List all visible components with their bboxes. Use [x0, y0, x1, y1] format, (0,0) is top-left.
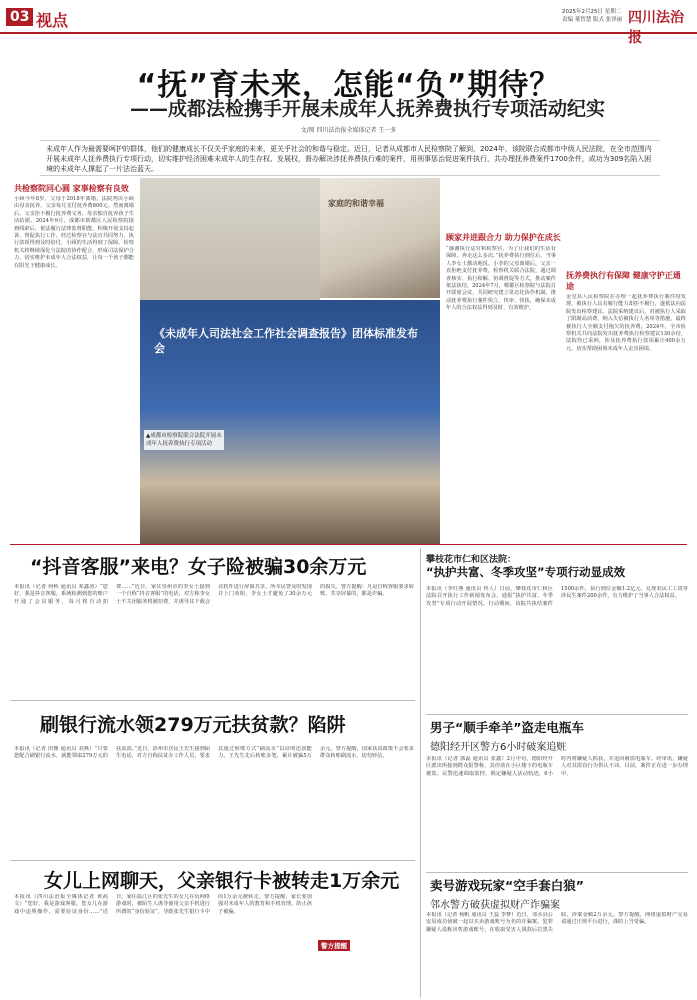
story4-text: 本报讯（四川法治报全媒体记者 黄茜文）“您好，我是游戏客服，您女儿在游戏中违规操作，需要验证身份……”近日，家住温江区的张先生的女儿在玩网络游戏时，被陌生人诱导使用父亲手机进行所谓的“身份验证”，导致张先生银行卡中的1万余元被转走。警方提醒，家长要加强对未成年人的教育和手机管理，防止孩子被骗。: [14, 894, 312, 915]
divider-story3: [10, 700, 415, 701]
masthead: [0, 0, 697, 46]
paper-logo: 四川法治报: [628, 10, 684, 46]
divider-story6: [426, 714, 688, 715]
section1-text: 小顾今年8岁，父母于2018年离婚，法院判决小顾由母亲抚养，父亲每月支付抚养费800元。然而离婚后，父亲拒不履行抚养费义务，母亲独自抚养孩子生活拮据。2024年9月，成都市新都区人民检察院接到线索后，依法履行法律监督职能，积极开展支持起诉、督促执行工作。经过检察官与法官共同努力，执行款项得到及时给付，小顾的生活得到了保障。检察机关将继续深化与法院的协作配合，形成司法保护合力，切实维护未成年人合法权益，让每一个孩子都能在阳光下健康成长。: [14, 196, 134, 269]
divider-lead: [10, 544, 687, 545]
story7-text: 本报讯（记者 杨帆 通讯员 王蕊 李梦）近日，邻水县公安局成功侦破一起以买卖游戏账号为名的诈骗案。犯罪嫌疑人谎称出售游戏账号，在收取受害人钱款后拉黑失联，涉案金额2万余元。警方提醒，网络虚拟财产交易请通过正规平台进行，谨防上当受骗。: [426, 912, 688, 933]
story6-subheadline: 德阳经开区警方6小时破案追赃: [430, 742, 567, 753]
story6-text: 本报讯（记者 郭磊 通讯员 张鑫）2月中旬，德阳经开区派出所接到群众报警称，其停放在小区楼下的电瓶车被盗。民警迅速调取监控，锁定嫌疑人活动轨迹，6小时内将嫌疑人抓获，并追回被盗电瓶车。经审讯，嫌疑人对其盗窃行为供认不讳。目前，案件正在进一步办理中。: [426, 756, 688, 777]
section2-text: “感谢执行法官和检察官，为了让我们的生活有保障，奔走这么多次。”抚养费执行到位后，当事人李女士激动地说。小李的父母离婚后，父亲一直拒绝支付抚养费，检察机关联合法院，通过调查核实、执行和解、协调督促等方式，推动案件依法执结。2024年7月，郫都区检察院与法院召开联席会议，共同研究建立常态化协作机制，推动抚养费执行案件快立、快审、快执，确保未成年人的合法权益得到及时、有效维护。: [446, 246, 556, 312]
story3-text: 本报讯（记者 田雅 通讯员 刘燕）“只要您配合刷银行流水，就能领取279万元的扶贫款。”近日，彭州市居民王先生接到陌生电话，对方自称扶贫办工作人员，要求其通过转账方式“刷流水”以证明还款能力。王先生先后转账多笔，累计被骗5万余元。警方提醒，国家扶贫政策不会要求群众转账刷流水，切勿轻信。: [14, 746, 414, 760]
police-tip-tag: 警方提醒: [318, 940, 350, 951]
story3-headline: 刷银行流水领279万元扶贫款？陷阱: [40, 714, 346, 736]
divider-story7: [426, 872, 688, 873]
photo-stage: [320, 178, 440, 298]
page-number: 03: [6, 8, 33, 26]
story4-headline: 女儿上网聊天，父亲银行卡被转走1万余元: [44, 870, 400, 892]
section2-title: 顾家并进跟合力 助力保护在成长: [446, 233, 561, 242]
story5-headline2: “执护共富、冬季攻坚”专项行动显成效: [426, 565, 626, 579]
story7-subheadline: 邻水警方破获虚拟财产诈骗案: [430, 900, 560, 911]
section1-title: 共检察院同心圆 家事检察有良效: [14, 184, 129, 193]
photo2-banner: 家庭的和谐幸福: [328, 199, 384, 208]
lead-subheadline: ——成都法检携手开展未成年人抚养费执行专项活动纪实: [130, 98, 606, 120]
story2-text: 本报讯（记者 何秋 通讯员 邓鑫涛）“您好，我是抖音客服，系统检测到您的账户开通了会员服务，每月将自动扣费……”近日，家住崇州市的李女士接到一个自称“抖音客服”的电话，对方称李女士不关闭服务将被扣费，并诱导其下载会议软件进行屏幕共享。所幸民警及时发现并上门劝阻，李女士才避免了30余万元的损失。警方提醒：凡是自称客服要求转账、共享屏幕的，都是诈骗。: [14, 584, 414, 605]
issue-date: 2025年2月25日 星期二: [562, 9, 622, 15]
lead-paragraph: 未成年人作为最需要呵护的群体，他们的健康成长不仅关乎家庭的未来，更关乎社会的和谐与稳定。近日，记者从成都市人民检察院了解到，2024年，该院联合成都市中级人民法院，在全市范围内开展未成年人抚养费执行专项行动，切实维护经济困难未成年人的生存权、发展权，督办解决涉抚养费执行难的案件，用刑事惩治促进案件执行，共办理抚养费案件1700余件，成功为309名陷入困境的未成年人撑起了一片法治蓝天。: [40, 140, 660, 176]
section3-title: 抚养费执行有保障 健康守护正通途: [566, 271, 681, 291]
lead-byline: 文/图 四川法治报全媒体记者 王一多: [300, 127, 397, 134]
story2-headline: “抖音客服”来电？女子险被骗30余万元: [30, 556, 367, 578]
photo2-caption: ▲成都市检察院联合法院开展未成年人抚养费执行专项活动: [144, 430, 224, 450]
story7-headline: 卖号游戏玩家“空手套白狼”: [430, 878, 584, 893]
photo3-banner: 《未成年人司法社会工作社会调查报告》团体标准发布会: [154, 327, 418, 355]
story5-text: 本报讯（李红燕 通讯员 佟人）日前，攀枝花市仁和区法院召开执行工作新闻发布会，通报“执护共富、冬季攻坚”专项行动开展情况。行动期间，该院共执结案件1500余件，执行到位金额1.2亿元，兑现农民工工资等涉民生案件200余件，有力维护了当事人合法权益。: [426, 586, 688, 607]
column-divider: [420, 548, 421, 998]
section3-text: 金堂县人民检察院在办理一起抚养费执行案件时发现，被执行人具有履行能力却拒不履行，遂依法向法院发出检察建议。法院采纳建议后，对被执行人采取了限制高消费、纳入失信被执行人名单等措施，最终被执行人全额支付拖欠的抚养费。2024年，全市检察机关共向法院发出抚养费执行检察建议130余份，法院均已采纳，涉及抚养费执行款项累计400余万元，切实帮助困境未成年人走出困境。: [566, 294, 686, 352]
edition-info: 责编 董智慧 版式 张泽丽: [562, 17, 623, 23]
divider-story4: [10, 860, 415, 861]
story6-headline: 男子“顺手牵羊”盗走电瓶车: [430, 720, 584, 735]
lead-headline: “抚”育未来，怎能“负”期待？: [136, 68, 561, 103]
story5-headline: 攀枝花市仁和区法院：: [426, 555, 517, 565]
photo-press-conference: [140, 300, 440, 544]
section-name: 视点: [36, 11, 69, 30]
